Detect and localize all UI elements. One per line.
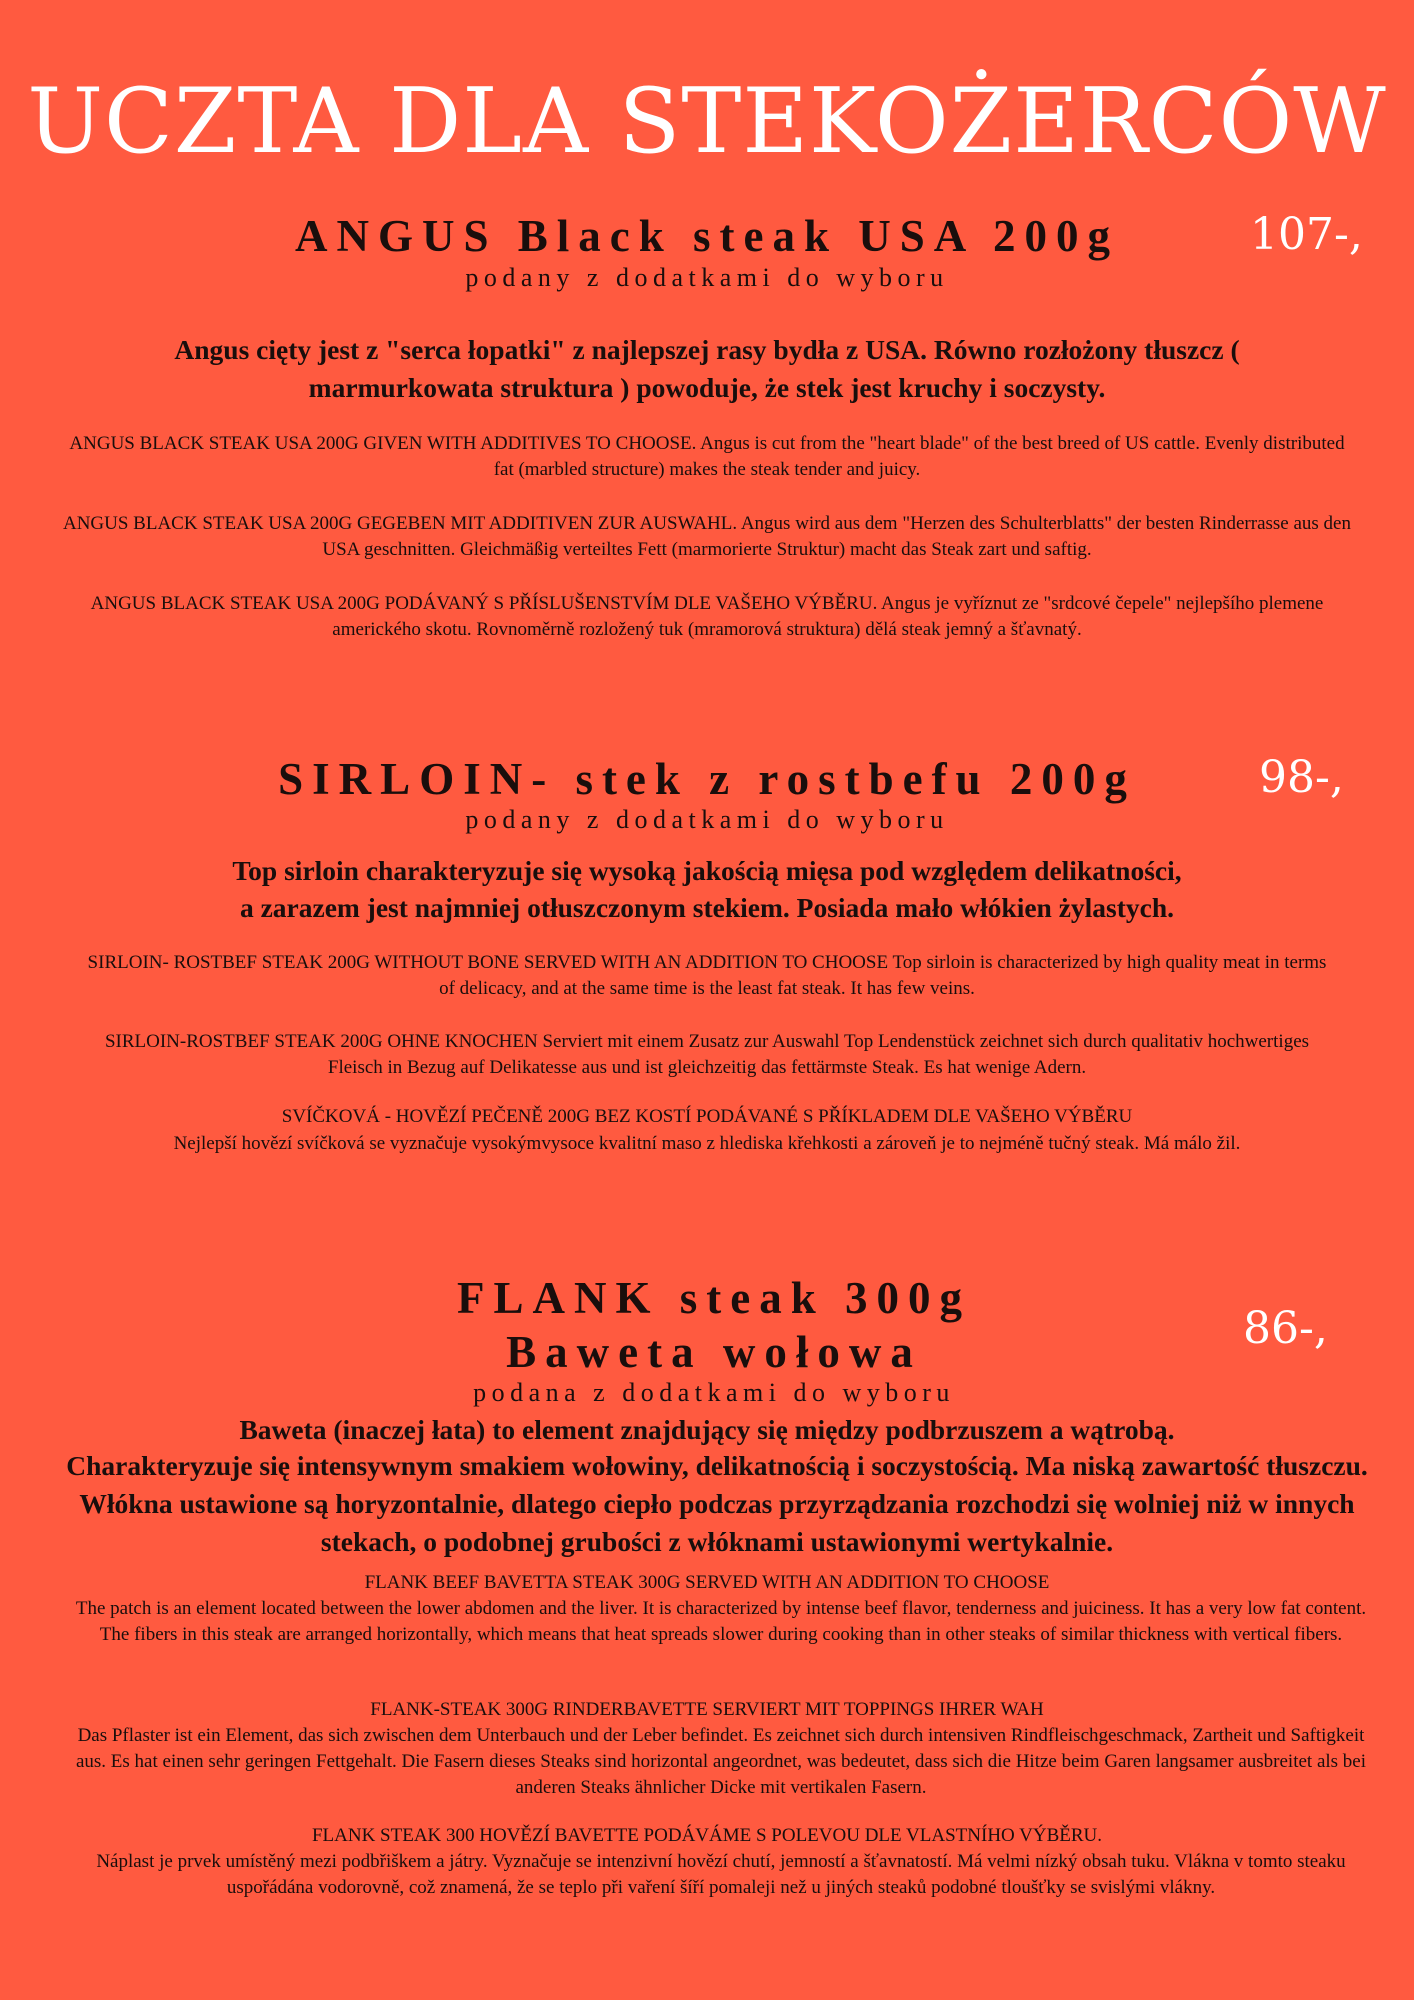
dish-description-de-angus: ANGUS BLACK STEAK USA 200G GEGEBEN MIT ADDITIVEN ZUR AUSWAHL. Angus wird aus dem "Herzen des Schulterblatts" der besten Rinderrasse aus den USA geschnitten. Gleichmäßig verteiltes Fett (marmorierte Struktur) macht das Steak zart und saftig. <box>62 513 1351 560</box>
dish-subtitle-sirloin: podany z dodatkami do wyboru <box>465 805 949 834</box>
menu-title: UCZTA DLA STEKOŻERCÓW <box>27 69 1387 174</box>
dish-description-cz-flank: Náplast je prvek umístěný mezi podbřiškem a játry. Vyznačuje se intenzivní hovězí chutí, jemností a šťavnatostí. Má velmi nízký obsah tuku. Vlákna v tomto steaku uspořádána vodorovně, což znamená, že se teplo při vaření šíří pomaleji než u jiných steaků podobné tloušťky se svislými vlákny. <box>96 1851 1346 1898</box>
dish-description-de-flank: Das Pflaster ist ein Element, das sich zwischen dem Unterbauch und der Leber befindet. Es zeichnet sich durch intensiven Rindfleischgeschmack, Zartheit und Saftigkeit aus. Es hat einen sehr geringen Fettgehalt. Die Fasern dieses Steaks sind horizontal angeordnet, was bedeutet, dass sich die Hitze beim Garen langsamer ausbreitet als bei anderen Steaks ähnlicher Dicke mit vertikalen Fasern. <box>75 1725 1367 1798</box>
dish-description-en-flank-heading: FLANK BEEF BAVETTA STEAK 300G SERVED WITH AN ADDITION TO CHOOSE <box>364 1572 1050 1593</box>
dish-description-cz-flank-heading: FLANK STEAK 300 HOVĚZÍ BAVETTE PODÁVÁME S POLEVOU DLE VLASTNÍHO VÝBĚRU. <box>311 1825 1103 1846</box>
dish-description-en-sirloin: SIRLOIN- ROSTBEF STEAK 200G WITHOUT BONE SERVED WITH AN ADDITION TO CHOOSE Top sirloin is characterized by high quality meat in terms of delicacy, and at the same time is the least fat steak. It has few veins. <box>87 952 1327 999</box>
dish-price-flank: 86-, <box>1243 1303 1328 1354</box>
dish-description-cz-sirloin-line1: SVÍČKOVÁ - HOVĚZÍ PEČENĚ 200G BEZ KOSTÍ PODÁVANÉ S PŘÍKLADEM DLE VAŠEHO VÝBĚRU <box>281 1106 1133 1127</box>
dish-description-cz-angus: ANGUS BLACK STEAK USA 200G PODÁVANÝ S PŘÍSLUŠENSTVÍM DLE VAŠEHO VÝBĚRU. Angus je vyříznut ze "srdcové čepele" nejlepšího plemene amerického skotu. Rovnoměrně rozložený tuk (mramorová struktura) dělá steak jemný a šťavnatý. <box>90 593 1324 640</box>
dish-description-de-sirloin: SIRLOIN-ROSTBEF STEAK 200G OHNE KNOCHEN Serviert mit einem Zusatz zur Auswahl Top Lendenstück zeichnet sich durch qualitativ hochwertiges Fleisch in Bezug auf Delikatesse aus und ist gleichzeitig das fettärmste Steak. Es hat wenige Adern. <box>104 1031 1310 1078</box>
dish-description-pl-angus: Angus cięty jest z "serca łopatki" z najlepszej rasy bydła z USA. Równo rozłożony tłuszcz ( marmurkowata struktura ) powoduje, że stek jest kruchy i soczysty. <box>174 334 1240 403</box>
dish-name-angus: ANGUS Black steak USA 200g <box>294 211 1120 261</box>
dish-description-cz-sirloin-line2: Nejlepší hovězí svíčková se vyznačuje vysokýmvysoce kvalitní maso z hlediska křehkosti a zároveň je to nejméně tučný steak. Má málo žil. <box>173 1133 1241 1154</box>
dish-description-en-angus: ANGUS BLACK STEAK USA 200G GIVEN WITH ADDITIVES TO CHOOSE. Angus is cut from the "heart blade" of the best breed of US cattle. Evenly distributed fat (marbled structure) makes the steak tender and juicy. <box>69 433 1345 480</box>
dish-description-pl-sirloin-line1: Top sirloin charakteryzuje się wysoką jakością mięsa pod względem delikatności, <box>232 855 1182 886</box>
dish-description-pl-flank-line1: Baweta (inaczej łata) to element znajdujący się między podbrzuszem a wątrobą. <box>239 1414 1175 1445</box>
dish-name-flank: FLANK steak 300g <box>457 1273 971 1323</box>
dish-name-sirloin: SIRLOIN- stek z rostbefu 200g <box>278 754 1136 804</box>
dish-price-angus: 107-, <box>1250 209 1363 260</box>
dish-description-de-flank-heading: FLANK-STEAK 300G RINDERBAVETTE SERVIERT MIT TOPPINGS IHRER WAH <box>370 1699 1044 1720</box>
dish-name-flank-polish: Baweta wołowa <box>506 1327 922 1377</box>
dish-description-en-flank: The patch is an element located between the lower abdomen and the liver. It is characterized by intense beef flavor, tenderness and juiciness. It has a very low fat content. The fibers in this steak are arranged horizontally, which means that heat spreads slower during cooking than in other steaks of similar thickness with vertical fibers. <box>75 1598 1367 1645</box>
dish-subtitle-flank: podana z dodatkami do wyboru <box>473 1378 955 1407</box>
dish-description-pl-sirloin-line2: a zarazem jest najmniej otłuszczonym stekiem. Posiada mało włókien żylastych. <box>239 892 1175 923</box>
dish-subtitle-angus: podany z dodatkami do wyboru <box>465 263 949 292</box>
dish-price-sirloin: 98-, <box>1259 752 1344 803</box>
dish-description-pl-flank: Charakteryzuje się intensywnym smakiem wołowiny, delikatnością i soczystością. Ma niską zawartość tłuszczu. Włókna ustawione są horyzontalnie, dlatego ciepło podczas przyrządzania rozchodzi się wolniej niż w innych stekach, o podobnej grubości z włóknami ustawionymi wertykalnie. <box>66 1450 1368 1557</box>
